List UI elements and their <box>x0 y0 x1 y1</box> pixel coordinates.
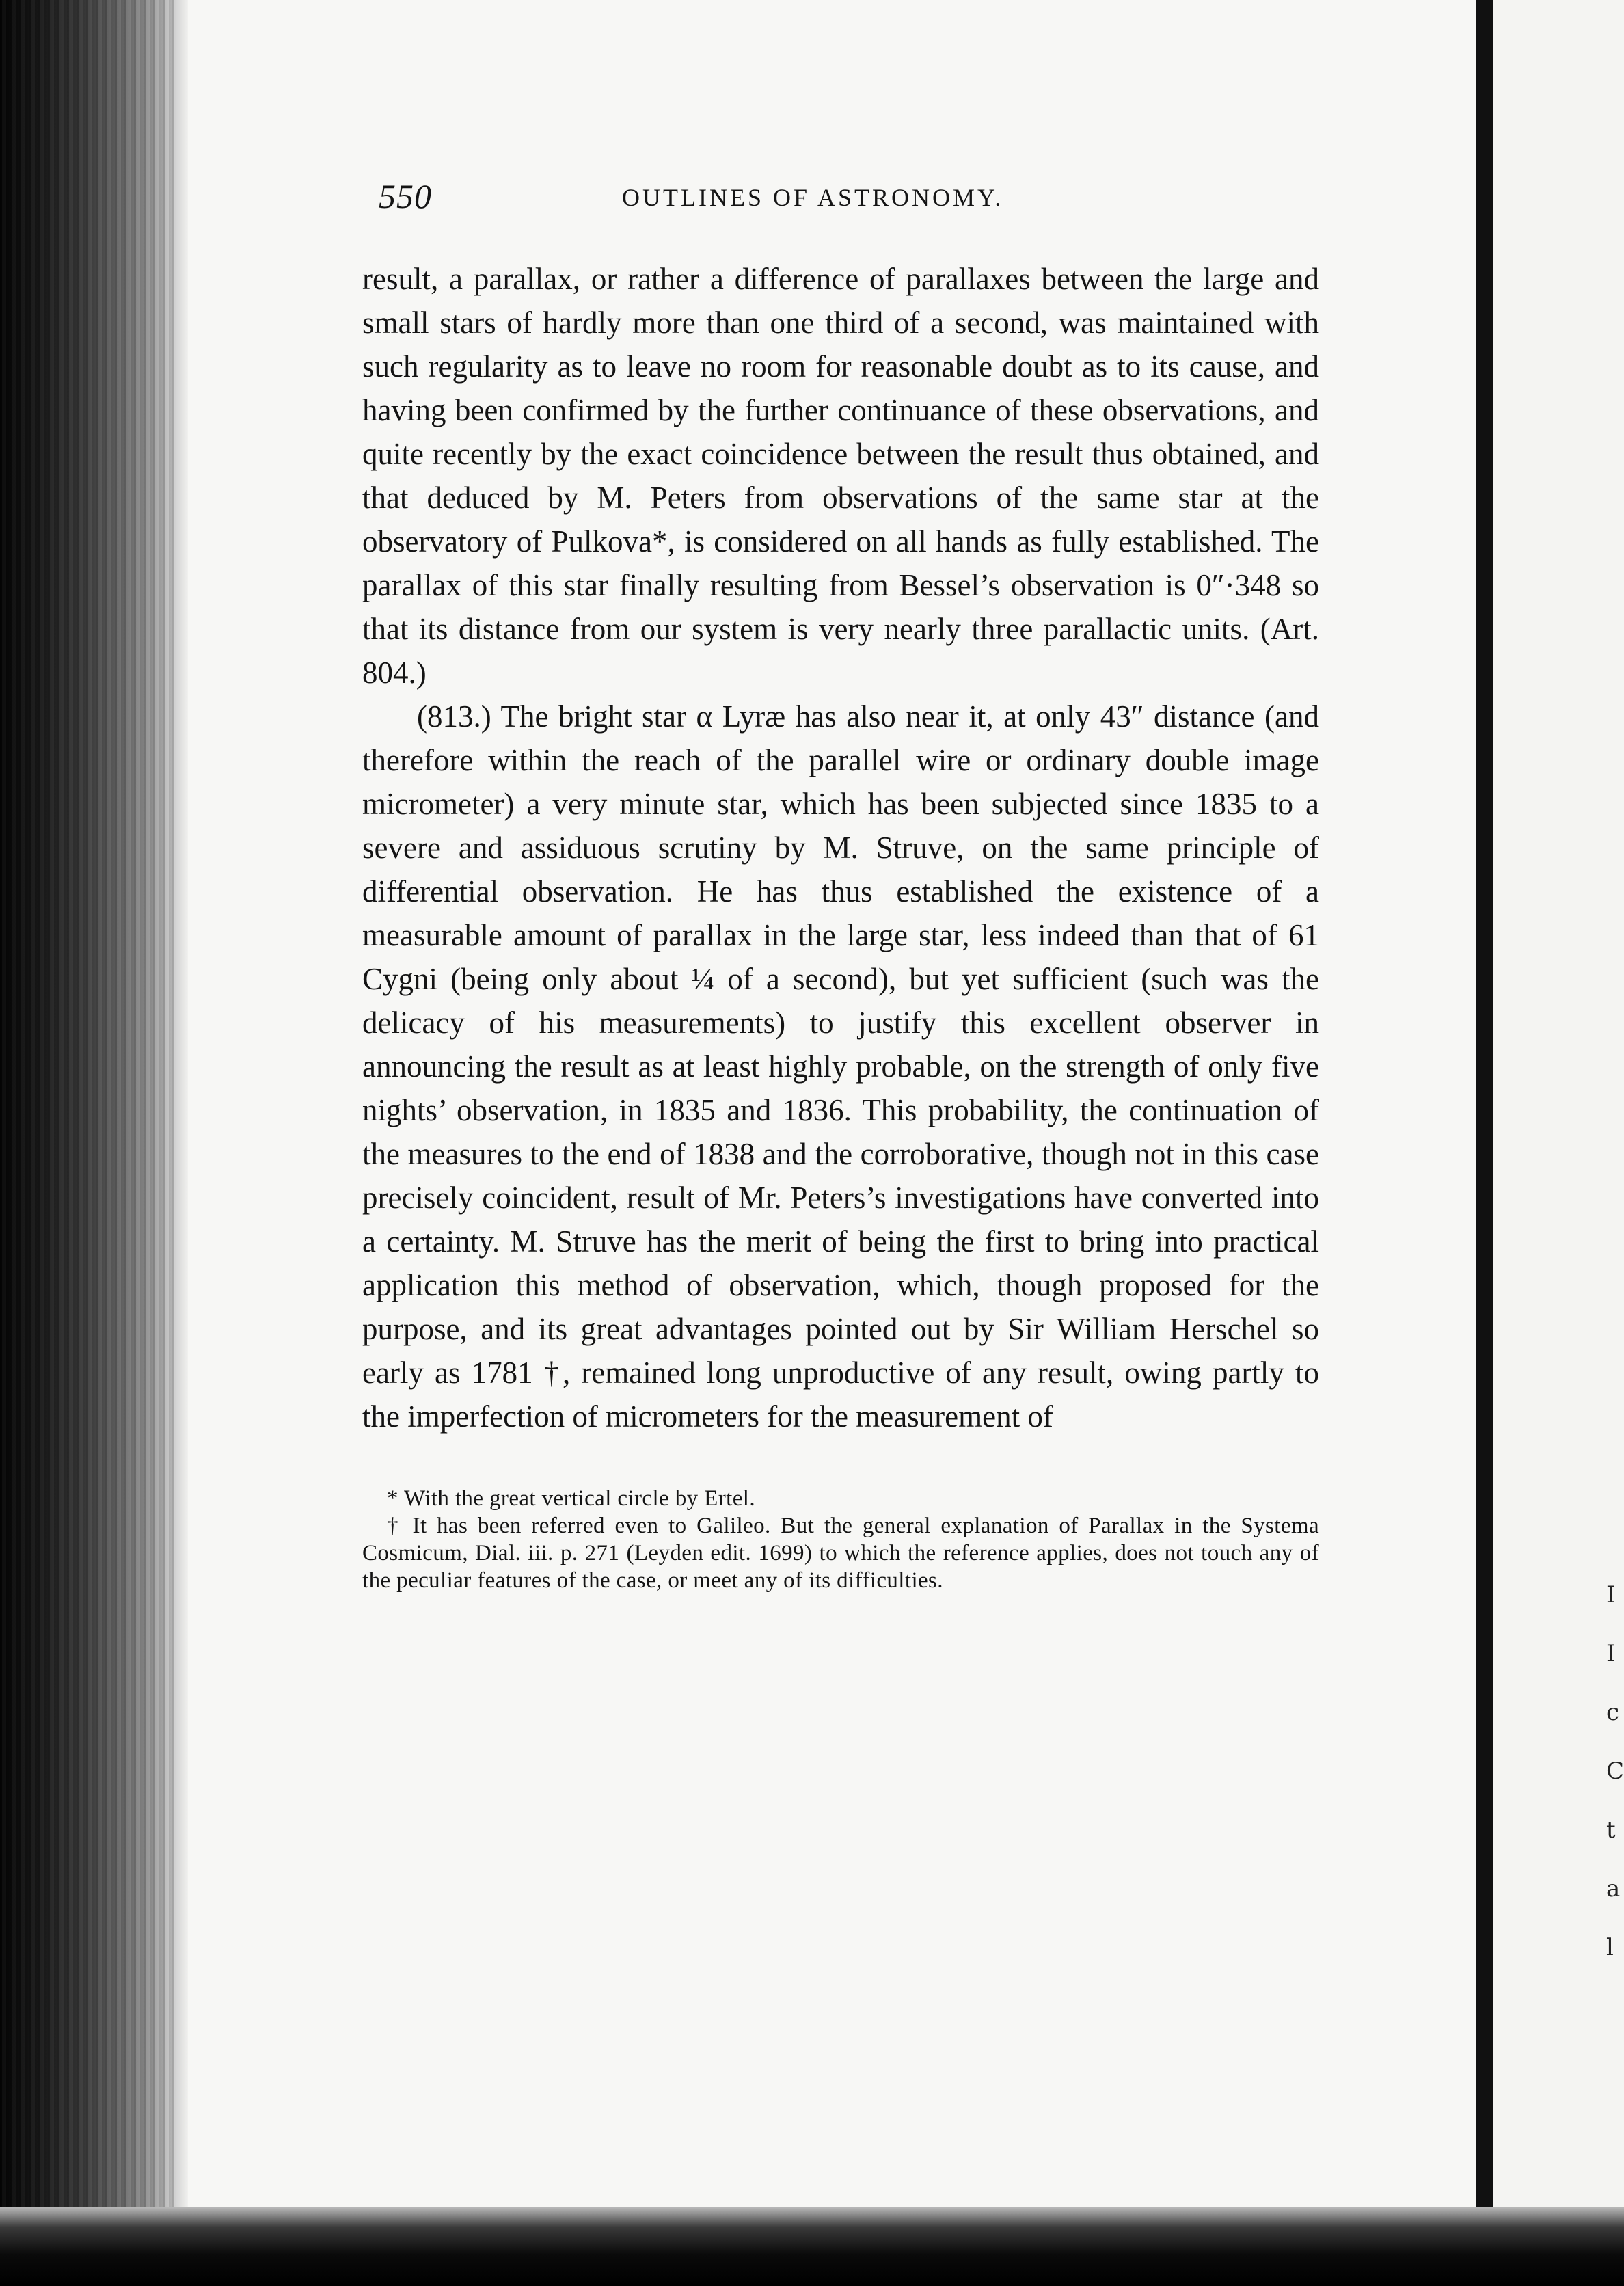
facing-page-glyphs: I I c C t a l <box>1606 1581 1624 1961</box>
footnotes <box>362 1485 1319 1594</box>
paragraph: (813.) The bright star α Lyræ has also near it, at only 43″ distance (and therefore within the reach of the parallel wire or ordinary double image micrometer) a very minute star, which has been subjected since 1835 to a severe and assiduous scrutiny by M. Struve, on the same principle of differential observation. He has thus established the existence of a measurable amount of parallax in the large star, less indeed than that of 61 Cygni (being only about ¼ of a second), but yet sufficient (such was the delicacy of his measurements) to justify this excellent observer in announcing the result as at least highly probable, on the strength of only five nights’ observation, in 1835 and 1836. This probability, the continuation of the measures to the end of 1838 and the corroborative, though not in this case precisely coincident, result of Mr. Peters’s investigations have converted into a certainty. M. Struve has the merit of being the first to bring into practical application this method of observation, which, though proposed for the purpose, and its great advantages pointed out by Sir William Herschel so early as 1781 †, remained long unproductive of any result, owing partly to the imperfection of micrometers for the measurement of <box>362 699 1319 1434</box>
paragraph: result, a parallax, or rather a difference of parallaxes between the large and small stars of hardly more than one third of a second, was maintained with such regularity as to leave no room for reasonable doubt as to its cause, and having been confirmed by the further continuance of these observations, and quite recently by the exact coincidence between the result thus obtained, and that deduced by M. Peters from observations of the same star at the observatory of Pulkova*, is considered on all hands as fully established. The parallax of this star finally resulting from Bessel’s observation is 0″·348 so that its distance from our system is very nearly three parallactic units. (Art. 804.) <box>362 262 1319 690</box>
footnote: † It has been referred even to Galileo. But the general explanation of Parallax in the Systema Cosmicum, Dial. iii. p. 271 (Leyden edit. 1699) to which the reference applies, does not touch any of the peculiar features of the case, or meet any of its difficulties. <box>362 1514 1319 1593</box>
running-head <box>362 171 1319 219</box>
page-edge <box>1476 0 1493 2286</box>
page-number: 550 <box>379 177 432 215</box>
scan-bottom-border <box>0 2207 1624 2286</box>
binding-shadow <box>0 0 178 2286</box>
footnote: * With the great vertical circle by Ertel. <box>387 1486 755 1511</box>
facing-page-edge <box>1493 0 1624 2286</box>
running-title: OUTLINES OF ASTRONOMY. <box>622 184 1004 211</box>
body-text <box>362 257 1319 1438</box>
page-content <box>362 171 1319 1594</box>
